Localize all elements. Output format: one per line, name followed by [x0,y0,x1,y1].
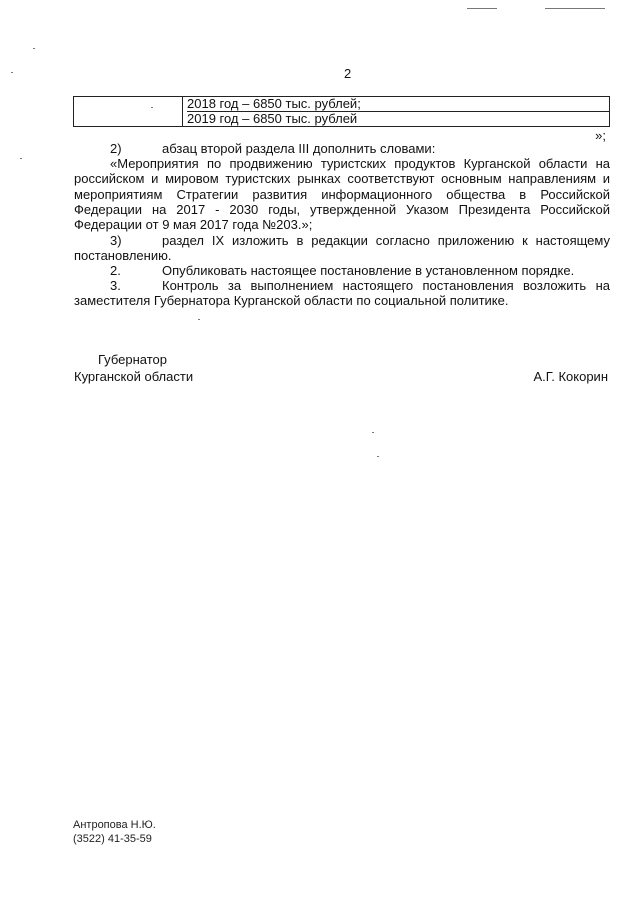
signatory-title-line2: Курганской области [74,369,194,384]
quoted-insertion: «Мероприятия по продвижению туристских продуктов Курганской области на российском и мировом туристских рынках соответствуют основным направлениям и мероприятиям Стратегии развития информационного общества в Российской Федерации на 2017 - 2030 годы, утвержденной Указом Президента Российской Федерации от 9 мая 2017 года №203.»; [74,156,610,233]
item-text: раздел IX изложить в редакции согласно приложению к настоящему постановлению. [74,233,610,264]
table-line-2018: 2018 год – 6850 тыс. рублей; [187,96,361,111]
scan-speck [467,8,497,9]
item-number: 3) [110,233,122,248]
section-number: 3. [110,278,121,293]
paragraph-section-3 [74,278,610,309]
section-text: Опубликовать настоящее постановление в установленном порядке. [162,263,575,278]
scan-speck [545,8,605,9]
section-number: 2. [110,263,121,278]
section-text: Контроль за выполнением настоящего постановления возложить на заместителя Губернатора Курганской области по социальной политике. [74,278,610,309]
closing-quote: »; [595,128,606,143]
scan-speck [20,158,22,159]
scan-speck [151,107,153,108]
scan-speck [11,72,13,73]
signatory-name: А.Г. Кокорин [533,369,608,384]
executor-name: Антропова Н.Ю. [73,819,156,831]
table-cell-values [183,97,610,127]
table-line-2019: 2019 год – 6850 тыс. рублей [187,111,609,126]
executor-phone: (3522) 41-35-59 [73,833,152,845]
scan-speck [377,456,379,457]
signatory-title [74,351,193,385]
item-text: абзац второй раздела III дополнить словами: [162,141,436,156]
paragraph-item-2 [74,141,610,156]
signatory-title-line1: Губернатор [98,352,167,367]
item-number: 2) [110,141,122,156]
page-number: 2 [344,66,352,81]
executor-block [73,818,156,846]
scan-speck [372,432,374,433]
paragraph-section-2 [74,263,610,278]
funding-table [73,96,610,127]
table-row [74,97,610,127]
scan-speck [198,319,200,320]
table-cell-label [74,97,183,127]
paragraph-item-3 [74,233,610,264]
scan-speck [33,48,35,49]
